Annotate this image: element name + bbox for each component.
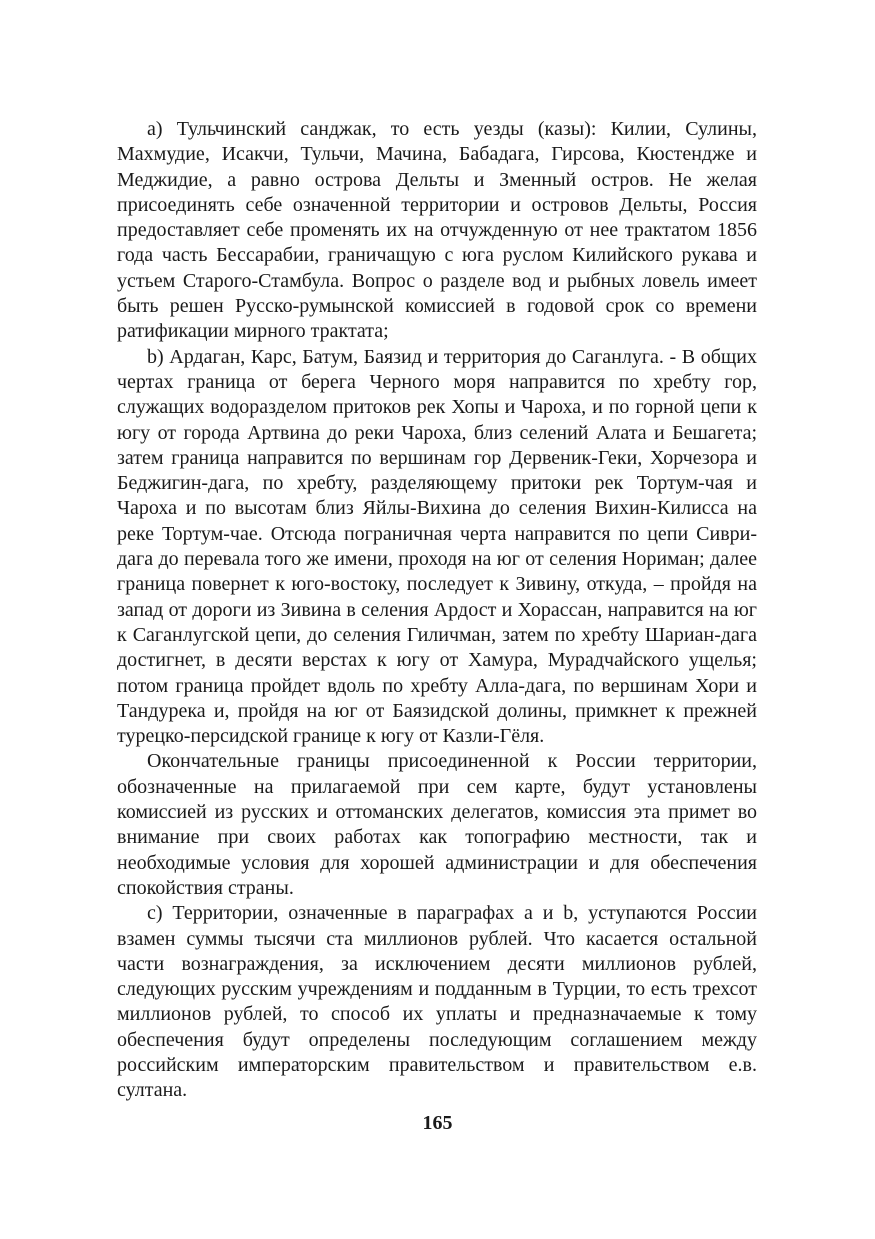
page-number: 165 xyxy=(422,1112,453,1134)
paragraph-a: a) Тульчинский санджак, то есть уезды (казы): Килии, Сулины, Махмудие, Исакчи, Тульчи, Мачина, Бабадага, Гирсова, Кюстендже и Меджидие, а равно острова Дельты и Зменный остров. Не желая присоединять себе означенной территории и островов Дельты, Россия предоставляет себе променять их на отчужденную от нее трактатом 1856 года часть Бессарабии, граничащую с юга руслом Килийского рукава и устьем Старого-Стамбула. Вопрос о разделе вод и рыбных ловель имеет быть решен Русско-румынской комиссией в годовой срок со времени ратификации мирного трактата; xyxy=(117,118,757,343)
body-text xyxy=(117,117,757,1104)
paragraph-b: b) Ардаган, Карс, Батум, Баязид и территория до Саганлуга. - В общих чертах граница от берега Черного моря направится по хребту гор, служащих водоразделом притоков рек Хопы и Чароха, и по горной цепи к югу от города Артвина до реки Чароха, близ селений Алата и Бешагета; затем граница направится по вершинам гор Дервеник-Геки, Хорчезора и Беджигин-дага, по хребту, разделяющему притоки рек Тортум-чая и Чароха и по высотам близ Яйлы-Вихина до селения Вихин-Килисса на реке Тортум-чае. Отсюда пограничная черта направится по цепи Сиври-дага до перевала того же имени, проходя на юг от селения Нориман; далее граница повернет к юго-востоку, последует к Зивину, откуда, – пройдя на запад от дороги из Зивина в селения Ардост и Хорассан, направится на юг к Саганлугской цепи, до селения Гиличман, затем по хребту Шариан-дага достигнет, в десяти верстах к югу от Хамура, Мурадчайского ущелья; потом граница пройдет вдоль по хребту Алла-дага, по вершинам Хори и Тандурека и, пройдя на юг от Баязидской долины, примкнет к прежней турецко-персидской границе к югу от Казли-Гёля. xyxy=(117,345,757,748)
paragraph-c: c) Территории, означенные в параграфах a и b, уступаются России взамен суммы тысячи ста миллионов рублей. Что касается остальной части вознаграждения, за исключением десяти миллионов рублей, следующих русским учреждениям и подданным в Турции, то есть трехсот миллионов рублей, то способ их уплаты и предназначаемые к тому обеспечения будут определены последующим соглашением между российским императорским правительством и правительством е.в. султана. xyxy=(117,902,757,1102)
paragraph-final-borders: Окончательные границы присоединенной к России территории, обозначенные на прилагаемой при сем карте, будут установлены комиссией из русских и оттоманских делегатов, комиссия эта примет во внимание при своих работах как топографию местности, так и необходимые условия для хорошей администрации и для обеспечения спокойствия страны. xyxy=(117,750,757,899)
